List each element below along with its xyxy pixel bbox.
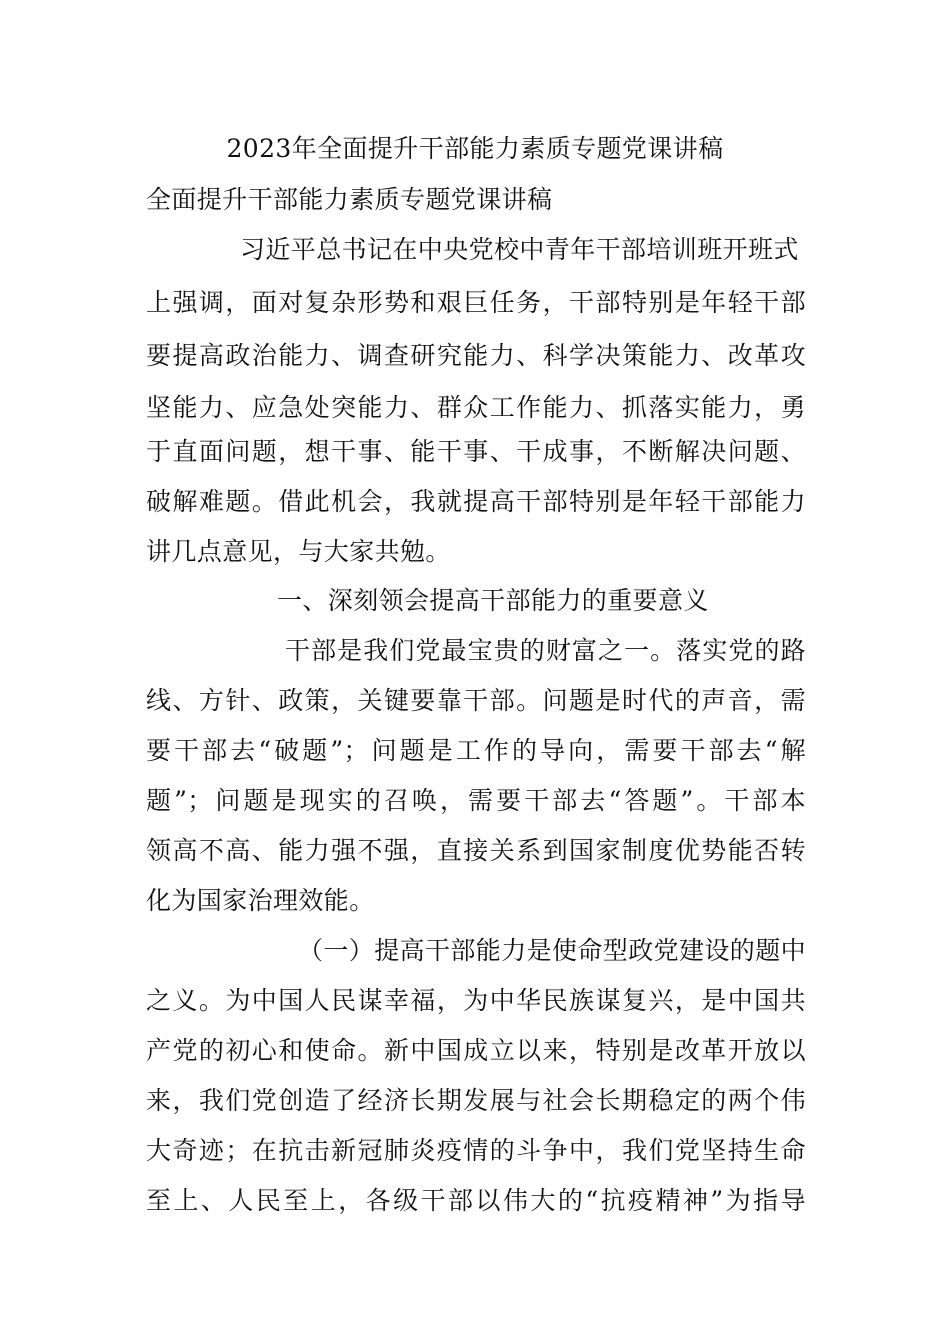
paragraph-1-line: 上强调，面对复杂形势和艰巨任务，干部特别是年轻干部 [146, 288, 806, 317]
paragraph-1-line: 习近平总书记在中央党校中青年干部培训班开班式 [240, 235, 799, 264]
paragraph-3-line: （一）提高干部能力是使命型政党建设的题中 [298, 936, 807, 965]
paragraph-2-line: 题”；问题是现实的召唤，需要干部去“答题”。干部本 [146, 786, 806, 815]
paragraph-1-line: 讲几点意见，与大家共勉。 [146, 537, 451, 566]
paragraph-1-line: 破解难题。借此机会，我就提高干部特别是年轻干部能力 [146, 487, 806, 516]
section-heading: 一、深刻领会提高干部能力的重要意义 [277, 586, 709, 615]
paragraph-1-line: 要提高政治能力、调查研究能力、科学决策能力、改革攻 [146, 341, 806, 370]
document-title: 2023年全面提升干部能力素质专题党课讲稿 [226, 134, 724, 163]
paragraph-1-line: 坚能力、应急处突能力、群众工作能力、抓落实能力，勇 [146, 393, 806, 422]
paragraph-2-line: 要干部去“破题”；问题是工作的导向，需要干部去“解 [146, 736, 806, 765]
paragraph-2-line: 线、方针、政策，关键要靠干部。问题是时代的声音，需 [146, 686, 806, 715]
paragraph-1-line: 于直面问题，想干事、能干事、干成事，不断解决问题、 [146, 437, 806, 466]
paragraph-3-line: 至上、人民至上，各级干部以伟大的“抗疫精神”为指导 [146, 1186, 806, 1215]
paragraph-2-line: 干部是我们党最宝贵的财富之一。落实党的路 [285, 636, 806, 665]
paragraph-3-line: 大奇迹；在抗击新冠肺炎疫情的斗争中，我们党坚持生命 [146, 1136, 806, 1165]
document-subtitle: 全面提升干部能力素质专题党课讲稿 [146, 185, 553, 214]
paragraph-2-line: 化为国家治理效能。 [146, 886, 375, 915]
paragraph-3-line: 之义。为中国人民谋幸福，为中华民族谋复兴，是中国共 [146, 986, 806, 1015]
paragraph-2-line: 领高不高、能力强不强，直接关系到国家制度优势能否转 [146, 836, 806, 865]
paragraph-3-line: 来，我们党创造了经济长期发展与社会长期稳定的两个伟 [146, 1086, 806, 1115]
paragraph-3-line: 产党的初心和使命。新中国成立以来，特别是改革开放以 [146, 1036, 806, 1065]
